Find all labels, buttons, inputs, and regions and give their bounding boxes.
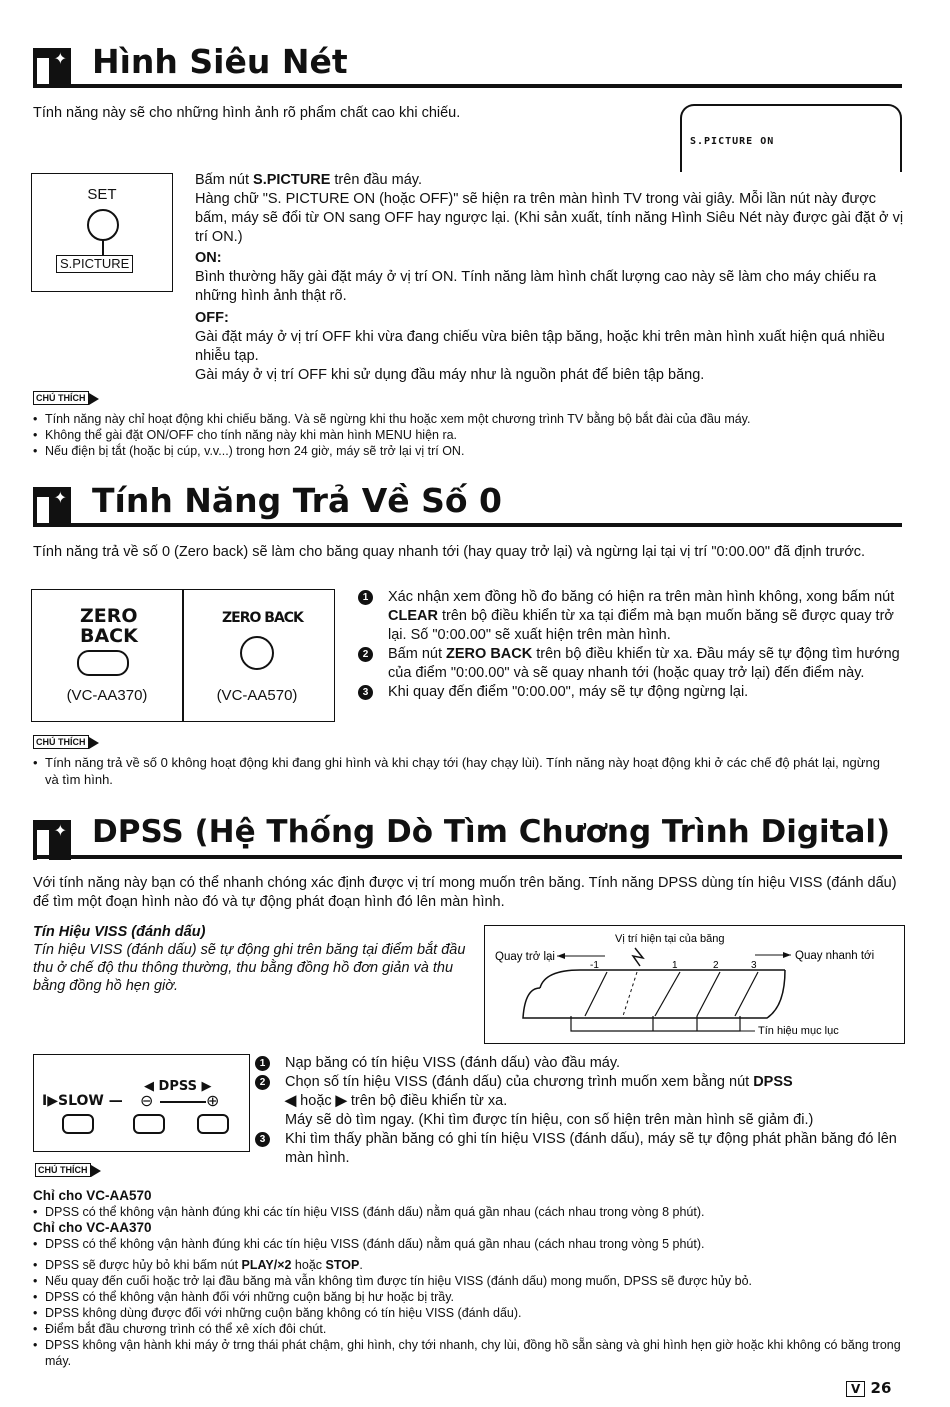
dpss-label: ◀ DPSS ▶ (144, 1079, 212, 1094)
s3-steps (255, 1054, 905, 1168)
note-item: • DPSS có thể không vận hành đúng khi các tín hiệu VISS (đánh dấu) nằm quá gần nhau (cách nhau trong vòng 5 phút). (33, 1236, 908, 1252)
step-1: 1 Nạp băng có tín hiệu VISS (đánh dấu) vào đầu máy. (255, 1054, 905, 1073)
zero-back-button-icon (240, 636, 274, 670)
svg-text:-1: -1 (590, 960, 599, 971)
note-list (33, 1188, 908, 1369)
step-2: 2 Bấm nút ZERO BACK trên bộ điều khiển từ xa. Đầu máy sẽ tự động tìm hướng của điểm "0:00.00" và sẽ quay nhanh tới (hoặc quay trở lại) đến điểm này. (358, 645, 903, 683)
s1-body: Bấm nút S.PICTURE trên đầu máy. Hàng chữ "S. PICTURE ON (hoặc OFF)" sẽ hiện ra trên màn hình TV trong vài giây. Mỗi lần nút này được bấm, máy sẽ đổi từ ON sang OFF hay ngược lại. (Khi sản xuất, tính năng Hình Siêu Nét này được gài đặt ở vị trí ON.) ON: Bình thường hãy gài đặt máy ở vị trí ON. Tính năng làm hình chất lượng cao này sẽ làm cho máy chiếu ra những hình ảnh thật rõ. OFF: Gài đặt máy ở vị trí OFF khi vừa đang chiếu vừa biên tập băng, hoặc khi trên màn hình xuất hiện quá nhiều nhiễu tạp. Gài máy ở vị trí OFF khi sử dụng đầu máy như là nguồn phát để biên tập băng. (195, 172, 904, 383)
step-3: 3 Khi quay đến điểm "0:00.00", máy sẽ tự động ngừng lại. (358, 683, 903, 702)
page-number: V 26 (846, 1379, 891, 1397)
s-picture-button-icon (87, 209, 119, 241)
model-label: (VC-AA370) (66, 687, 148, 704)
note-label: CHÚ THÍCH (33, 735, 89, 749)
section-title: Tính Năng Trả Về Số 0 (92, 481, 503, 520)
zero-back-label: ZERO BACK (222, 610, 303, 626)
note-item: • DPSS không vận hành khi máy ở trng thái phát chậm, ghi hình, chy tới nhanh, chy lùi, đồng hồ sẵn sàng và ghi hình hẹn giờ hoặc khi không có băng trong máy. (33, 1337, 908, 1369)
step-2b: Máy sẽ dò tìm ngay. (Khi tìm được tín hiệu, con số hiện trên màn hình sẽ giảm đi.) (285, 1112, 814, 1128)
model-heading: Chỉ cho VC-AA370 (33, 1220, 152, 1235)
model-label: (VC-AA570) (216, 687, 298, 704)
intro-text: Tính năng trả về số 0 (Zero back) sẽ làm cho băng quay nhanh tới (hay quay trở lại) và ngừng lại tại vị trí "0:00.00" đã định trước. (33, 544, 865, 560)
s2-steps (358, 588, 903, 702)
svg-text:3: 3 (751, 960, 757, 971)
section-logo-icon: ✦ (33, 48, 71, 88)
set-label: SET (87, 186, 117, 203)
note-item: • DPSS sẽ được hủy bỏ khi bấm nút PLAY/×2 hoặc STOP. (33, 1257, 908, 1273)
remote-illustration (31, 173, 173, 292)
svg-text:Tín hiệu mục lục: Tín hiệu mục lục (758, 1025, 839, 1037)
zero-back-label: ZERO BACK (80, 605, 138, 647)
zero-back-remotes (31, 589, 335, 722)
dpss-remote-illustration (33, 1054, 250, 1152)
note-label: CHÚ THÍCH (35, 1163, 91, 1177)
note-item: • DPSS có thể không vận hành đối với những cuộn băng bị hư hoặc bị trầy. (33, 1289, 908, 1305)
note-list (33, 754, 893, 788)
section-title: Hình Siêu Nét (92, 42, 348, 81)
section-title: DPSS (Hệ Thống Dò Tìm Chương Trình Digital) (92, 814, 891, 850)
minus-icon: ⊖ (140, 1093, 154, 1110)
screen-text: S.PICTURE ON (690, 136, 775, 147)
step-3: 3 Khi tìm thấy phần băng có ghi tín hiệu VISS (đánh dấu), máy sẽ tự động phát phần băng đó lên màn hình. (255, 1130, 905, 1168)
section-logo-icon: ✦ (33, 820, 71, 860)
dpss-plus-button-icon (197, 1114, 229, 1134)
tape-diagram (484, 925, 905, 1044)
svg-text:Quay nhanh tới: Quay nhanh tới (795, 950, 875, 962)
tape-diagram-svg (485, 926, 904, 1043)
title-rule (33, 855, 902, 859)
note-item: • Không thể gài đặt ON/OFF cho tính năng này khi màn hình MENU hiện ra. (33, 427, 903, 443)
note-item: • Nếu quay đến cuối hoặc trở lại đầu băng mà vẫn không tìm được tín hiệu VISS (đánh dấu) mong muốn, DPSS sẽ được hủy bỏ. (33, 1273, 908, 1289)
note-item: • Tính năng trả về số 0 không hoạt động khi đang ghi hình và khi chạy tới (hay chạy lùi). Tính năng này hoạt động khi ở các chế độ phát lại, ngừng và tìm hình. (33, 754, 893, 788)
svg-text:1: 1 (672, 960, 678, 971)
slow-button-icon (62, 1114, 94, 1134)
model-heading: Chỉ cho VC-AA570 (33, 1188, 152, 1203)
dpss-minus-button-icon (133, 1114, 165, 1134)
note-item: • DPSS có thể không vận hành đúng khi các tín hiệu VISS (đánh dấu) nằm quá gần nhau (cách nhau trong vòng 8 phút). (33, 1204, 908, 1220)
intro-text: Với tính năng này bạn có thể nhanh chóng xác định được vị trí mong muốn trên băng. Tính năng DPSS dùng tín hiệu VISS (đánh dấu) để tìm một đoạn hình nào đó và tự động phát đoạn hình đó lên màn hình. (33, 875, 897, 910)
section-logo-icon: ✦ (33, 487, 71, 527)
title-rule (33, 84, 902, 88)
svg-text:Quay trở lại: Quay trở lại (495, 951, 555, 963)
intro-text: Tính năng này sẽ cho những hình ảnh rõ phẩm chất cao khi chiếu. (33, 105, 461, 121)
note-item: • Tính năng này chỉ hoạt động khi chiếu băng. Và sẽ ngừng khi thu hoặc xem một chương trình TV bằng bộ bắt đài của đầu máy. (33, 411, 903, 427)
title-rule (33, 523, 902, 527)
note-label: CHÚ THÍCH (33, 391, 89, 405)
note-item: • Điểm bắt đầu chương trình có thể xê xích đôi chút. (33, 1321, 908, 1337)
note-list (33, 411, 903, 459)
step-2: 2 Chọn số tín hiệu VISS (đánh dấu) của chương trình muốn xem bằng nút DPSS ◀ hoặc ▶ trên bộ điều khiển từ xa. (255, 1073, 905, 1111)
s-picture-label: S.PICTURE (56, 255, 133, 273)
step-1: 1 Xác nhận xem đồng hồ đo băng có hiện ra trên màn hình không, xong bấm nút CLEAR trên bộ điều khiển từ xa tại điểm mà bạn muốn băng sẽ được quay trở lại. Số "0:00.00" sẽ xuất hiện trên màn hình. (358, 588, 903, 645)
plus-icon: ⊕ (206, 1093, 220, 1110)
note-item: • Nếu điện bị tắt (hoặc bị cúp, v.v...) trong hơn 24 giờ, máy sẽ trở lại vị trí ON. (33, 443, 903, 459)
zero-back-button-icon (77, 650, 129, 676)
svg-text:2: 2 (713, 960, 719, 971)
viss-description: Tín Hiệu VISS (đánh dấu) Tín hiệu VISS (đánh dấu) sẽ tự động ghi trên băng tại điểm bắt đầu thu ở chế độ thu thông thường, thu bằng đồng hồ đơn giản và thu bằng đồng hồ hẹn giờ. (33, 924, 466, 994)
slow-label: I▶SLOW — (42, 1093, 123, 1109)
note-item: • DPSS không dùng được đối với những cuộn băng không có tín hiệu VISS (đánh dấu). (33, 1305, 908, 1321)
svg-text:Vị trí hiện tại của băng: Vị trí hiện tại của băng (615, 933, 725, 945)
